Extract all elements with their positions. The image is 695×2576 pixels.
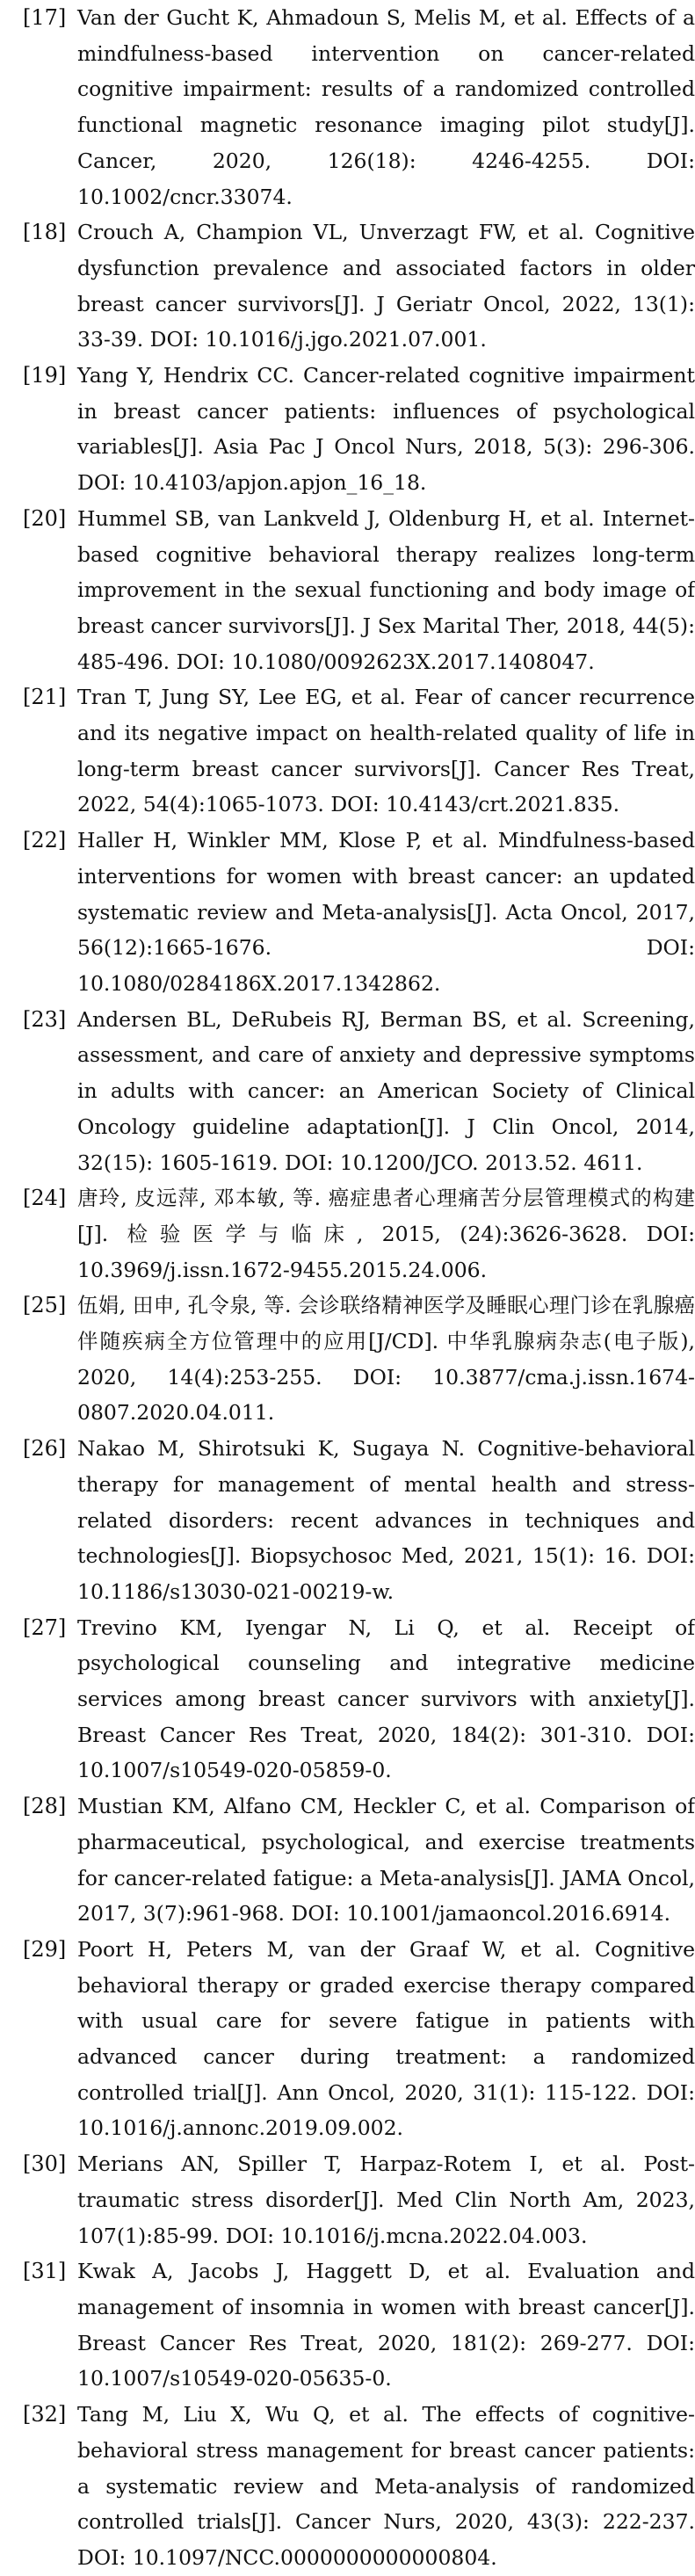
reference-text: 唐玲, 皮远萍, 邓本敏, 等. 癌症患者心理痛苦分层管理模式的构建[J]. 检验医学与临床, 2015, (24):3626-3628. DOI: 10.3969/j.issn.1672-9455.2015.24.006. xyxy=(77,1186,695,1282)
reference-text: Tran T, Jung SY, Lee EG, et al. Fear of cancer recurrence and its negative impact on health-related quality of life in long-term breast cancer survivors[J]. Cancer Res Treat, 2022, 54(4):1065-1073. DOI: 10.4143/crt.2021.835. xyxy=(77,685,695,817)
reference-item xyxy=(23,2253,695,2397)
reference-item xyxy=(23,1002,695,1181)
reference-item xyxy=(23,1932,695,2146)
reference-list xyxy=(23,0,695,2576)
reference-text: Haller H, Winkler MM, Klose P, et al. Mindfulness-based interventions for women with breast cancer: an updated systematic review and Meta-analysis[J]. Acta Oncol, 2017, 56(12):1665-1676. DOI: 10.1080/0284186X.2017.1342862. xyxy=(77,828,695,996)
reference-item xyxy=(23,1789,695,1932)
reference-item xyxy=(23,679,695,823)
reference-item xyxy=(23,1180,695,1288)
reference-item xyxy=(23,823,695,1002)
reference-item xyxy=(23,1288,695,1431)
reference-number: [17] xyxy=(23,5,67,30)
reference-item xyxy=(23,501,695,680)
reference-item xyxy=(23,1431,695,1610)
reference-text: Nakao M, Shirotsuki K, Sugaya N. Cognitive-behavioral therapy for management of mental health and stress-related disorders: recent advances in techniques and technologies[J]. Biopsychosoc Med, 2021, 15(1): 16. DOI: 10.1186/s13030-021-00219-w. xyxy=(77,1436,695,1604)
reference-text: 伍娟, 田申, 孔令泉, 等. 会诊联络精神医学及睡眠心理门诊在乳腺癌伴随疾病全方位管理中的应用[J/CD]. 中华乳腺病杂志(电子版), 2020, 14(4):253-255. DOI: 10.3877/cma.j.issn.1674-0807.2020.04.011. xyxy=(77,1293,695,1426)
reference-number: [29] xyxy=(23,1936,67,1962)
reference-text: Poort H, Peters M, van der Graaf W, et al. Cognitive behavioral therapy or graded exercise therapy compared with usual care for severe fatigue in patients with advanced cancer during treatment: a randomized controlled trial[J]. Ann Oncol, 2020, 31(1): 115-122. DOI: 10.1016/j.annonc.2019.09.002. xyxy=(77,1936,695,2141)
reference-number: [21] xyxy=(23,685,67,710)
reference-number: [26] xyxy=(23,1436,67,1462)
reference-text: Mustian KM, Alfano CM, Heckler C, et al. Comparison of pharmaceutical, psychological, and exercise treatments for cancer-related fatigue: a Meta-analysis[J]. JAMA Oncol, 2017, 3(7):961-968. DOI: 10.1001/jamaoncol.2016.6914. xyxy=(77,1794,695,1927)
reference-number: [25] xyxy=(23,1293,67,1318)
reference-text: Merians AN, Spiller T, Harpaz-Rotem I, et al. Post-traumatic stress disorder[J]. Med Clin North Am, 2023, 107(1):85-99. DOI: 10.1016/j.mcna.2022.04.003. xyxy=(77,2152,695,2248)
reference-number: [30] xyxy=(23,2152,67,2177)
reference-text: Van der Gucht K, Ahmadoun S, Melis M, et al. Effects of a mindfulness-based intervention on cancer-related cognitive impairment: results of a randomized controlled functional magnetic resonance imaging pilot study[J]. Cancer, 2020, 126(18): 4246-4255. DOI: 10.1002/cncr.33074. xyxy=(77,5,695,209)
reference-number: [23] xyxy=(23,1006,67,1032)
reference-item xyxy=(23,358,695,501)
reference-number: [27] xyxy=(23,1615,67,1640)
reference-number: [18] xyxy=(23,220,67,245)
reference-number: [32] xyxy=(23,2402,67,2427)
reference-text: Tang M, Liu X, Wu Q, et al. The effects of cognitive-behavioral stress management for breast cancer patients: a systematic review and Meta-analysis of randomized controlled trials[J]. Cancer Nurs, 2020, 43(3): 222-237. DOI: 10.1097/NCC.0000000000000804. xyxy=(77,2402,695,2570)
reference-text: Kwak A, Jacobs J, Haggett D, et al. Evaluation and management of insomnia in women with breast cancer[J]. Breast Cancer Res Treat, 2020, 181(2): 269-277. DOI: 10.1007/s10549-020-05635-0. xyxy=(77,2259,695,2391)
reference-text: Yang Y, Hendrix CC. Cancer-related cognitive impairment in breast cancer patients: influences of psychological variables[J]. Asia Pac J Oncol Nurs, 2018, 5(3): 296-306. DOI: 10.4103/apjon.apjon_16_18. xyxy=(77,363,695,496)
reference-text: Hummel SB, van Lankveld J, Oldenburg H, et al. Internet-based cognitive behavioral therapy realizes long-term improvement in the sexual functioning and body image of breast cancer survivors[J]. J Sex Marital Ther, 2018, 44(5): 485-496. DOI: 10.1080/0092623X.2017.1408047. xyxy=(77,505,695,674)
reference-number: [19] xyxy=(23,363,67,388)
reference-text: Trevino KM, Iyengar N, Li Q, et al. Receipt of psychological counseling and integrative medicine services among breast cancer survivors with anxiety[J]. Breast Cancer Res Treat, 2020, 184(2): 301-310. DOI: 10.1007/s10549-020-05859-0. xyxy=(77,1615,695,1783)
reference-item xyxy=(23,1610,695,1789)
reference-item xyxy=(23,0,695,214)
reference-item xyxy=(23,2146,695,2253)
reference-item xyxy=(23,2397,695,2576)
reference-text: Andersen BL, DeRubeis RJ, Berman BS, et al. Screening, assessment, and care of anxiety and depressive symptoms in adults with cancer: an American Society of Clinical Oncology guideline adaptation[J]. J Clin Oncol, 2014, 32(15): 1605-1619. DOI: 10.1200/JCO. 2013.52. 4611. xyxy=(77,1006,695,1175)
reference-item xyxy=(23,214,695,358)
reference-text: Crouch A, Champion VL, Unverzagt FW, et al. Cognitive dysfunction prevalence and associated factors in older breast cancer survivors[J]. J Geriatr Oncol, 2022, 13(1): 33-39. DOI: 10.1016/j.jgo.2021.07.001. xyxy=(77,220,695,352)
reference-number: [28] xyxy=(23,1794,67,1819)
reference-number: [20] xyxy=(23,505,67,531)
reference-number: [31] xyxy=(23,2259,67,2284)
reference-number: [24] xyxy=(23,1186,67,1211)
reference-number: [22] xyxy=(23,828,67,853)
